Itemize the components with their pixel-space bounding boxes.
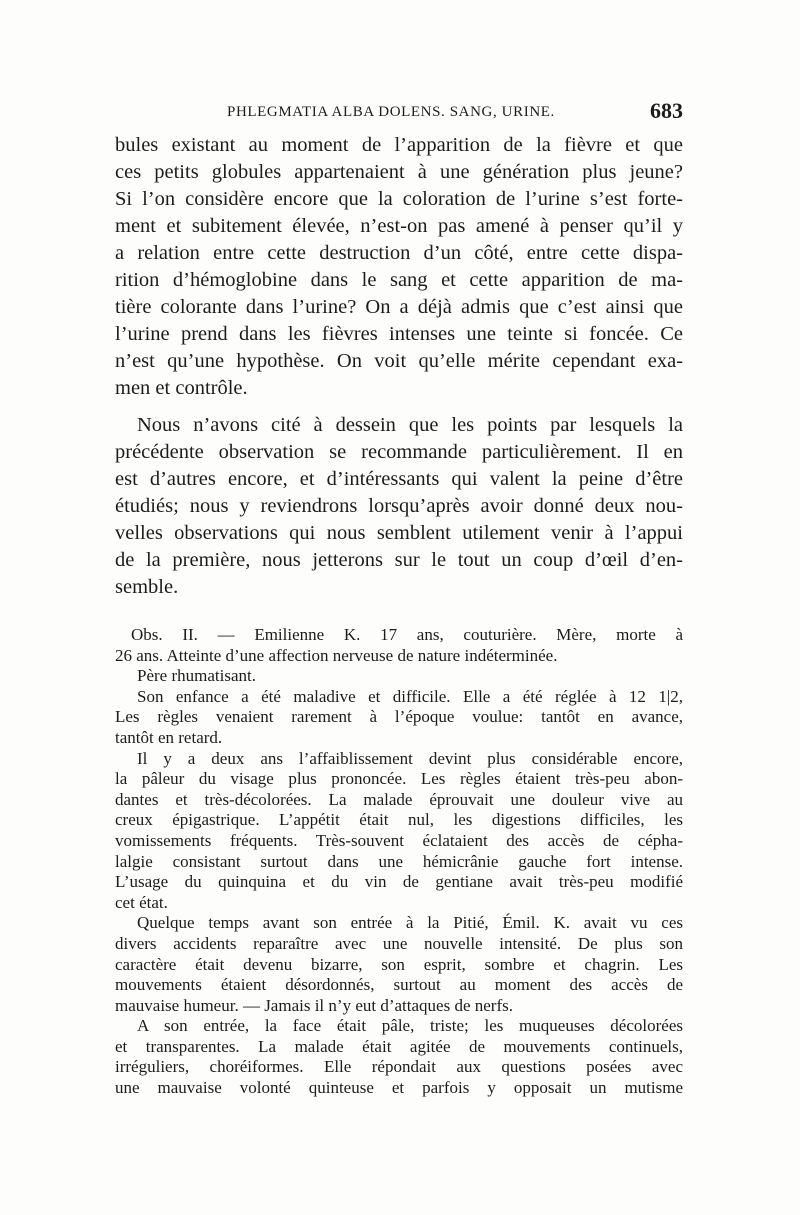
observation-line: mouvements étaient désordonnés, surtout au moment des accès de — [115, 975, 683, 995]
text-line: ces petits globules appartenaient à une génération plus jeune? — [115, 161, 683, 183]
page-number: 683 — [650, 98, 683, 123]
observation-line: Père rhumatisant. — [137, 666, 256, 686]
text-line: rition d’hémoglobine dans le sang et cette apparition de ma- — [115, 269, 683, 291]
observation-line: lalgie consistant surtout dans une hémicrânie gauche fort intense. — [115, 851, 683, 871]
observation-line: dantes et très-décolorées. La malade éprouvait une douleur vive au — [115, 789, 683, 809]
observation-block — [115, 625, 683, 1099]
text-line: Si l’on considère encore que la coloration de l’urine s’est forte- — [115, 188, 683, 210]
observation-line: Quelque temps avant son entrée à la Pitié, Émil. K. avait vu ces — [137, 913, 683, 933]
observation-line: Les règles venaient rarement à l’époque voulue: tantôt en avance, — [115, 707, 683, 727]
running-head — [115, 96, 683, 128]
text-line: précédente observation se recommande particulièrement. Il en — [115, 441, 683, 463]
observation-line: vomissements fréquents. Très-souvent éclataient des accès de cépha- — [115, 830, 683, 850]
text-line: étudiés; nous y reviendrons lorsqu’après avoir donné deux nou- — [115, 495, 683, 517]
text-line: semble. — [115, 576, 179, 598]
text-line: de la première, nous jetterons sur le tout un coup d’œil d’en- — [115, 549, 683, 571]
observation-line: divers accidents reparaître avec une nouvelle intensité. De plus son — [115, 933, 683, 953]
observation-line: L’usage du quinquina et du vin de gentiane avait très-peu modifié — [115, 872, 683, 892]
text-line: bules existant au moment de l’apparition de la fièvre et que — [115, 134, 683, 156]
observation-line: Son enfance a été maladive et difficile. Elle a été réglée à 12 1|2, — [137, 686, 683, 706]
text-line: Nous n’avons cité à dessein que les points par lesquels la — [137, 414, 683, 436]
text-line: velles observations qui nous semblent utilement venir à l’appui — [115, 522, 683, 544]
observation-line: creux épigastrique. L’appétit était nul, les digestions difficiles, les — [115, 810, 683, 830]
running-title: PHLEGMATIA ALBA DOLENS. SANG, URINE. — [227, 104, 555, 120]
text-line: l’urine prend dans les fièvres intenses une teinte si foncée. Ce — [115, 323, 683, 345]
observation-line: tantôt en retard. — [115, 727, 223, 747]
main-text — [115, 132, 683, 601]
observation-line: mauvaise humeur. — Jamais il n’y eut d’attaques de nerfs. — [115, 995, 513, 1015]
observation-line: caractère était devenu bizarre, son esprit, sombre et chagrin. Les — [115, 954, 683, 974]
observation-line: Il y a deux ans l’affaiblissement devint plus considérable encore, — [137, 748, 683, 768]
observation-line: une mauvaise volonté quinteuse et parfois y opposait un mutisme — [115, 1078, 683, 1098]
observation-line: 26 ans. Atteinte d’une affection nerveuse de nature indéterminée. — [115, 645, 558, 665]
observation-line: A son entrée, la face était pâle, triste; les muqueuses décolorées — [137, 1016, 683, 1036]
observation-line: irréguliers, choréiformes. Elle répondait aux questions posées avec — [115, 1057, 683, 1077]
text-line: men et contrôle. — [115, 377, 248, 399]
book-page — [115, 96, 683, 1099]
observation-line: cet état. — [115, 892, 168, 912]
text-line: est d’autres encore, et d’intéressants qui valent la peine d’être — [115, 468, 683, 490]
text-line: ment et subitement élevée, n’est-on pas amené à penser qu’il y — [115, 215, 683, 237]
text-line: a relation entre cette destruction d’un côté, entre cette dispa- — [115, 242, 683, 264]
text-line: tière colorante dans l’urine? On a déjà admis que c’est ainsi que — [115, 296, 683, 318]
observation-line: la pâleur du visage plus prononcée. Les règles étaient très-peu abon- — [115, 769, 683, 789]
text-line: n’est qu’une hypothèse. On voit qu’elle mérite cependant exa- — [115, 350, 683, 372]
observation-line: et transparentes. La malade était agitée de mouvements continuels, — [115, 1036, 683, 1056]
observation-line: Obs. II. — Emilienne K. 17 ans, couturière. Mère, morte à — [131, 625, 683, 644]
